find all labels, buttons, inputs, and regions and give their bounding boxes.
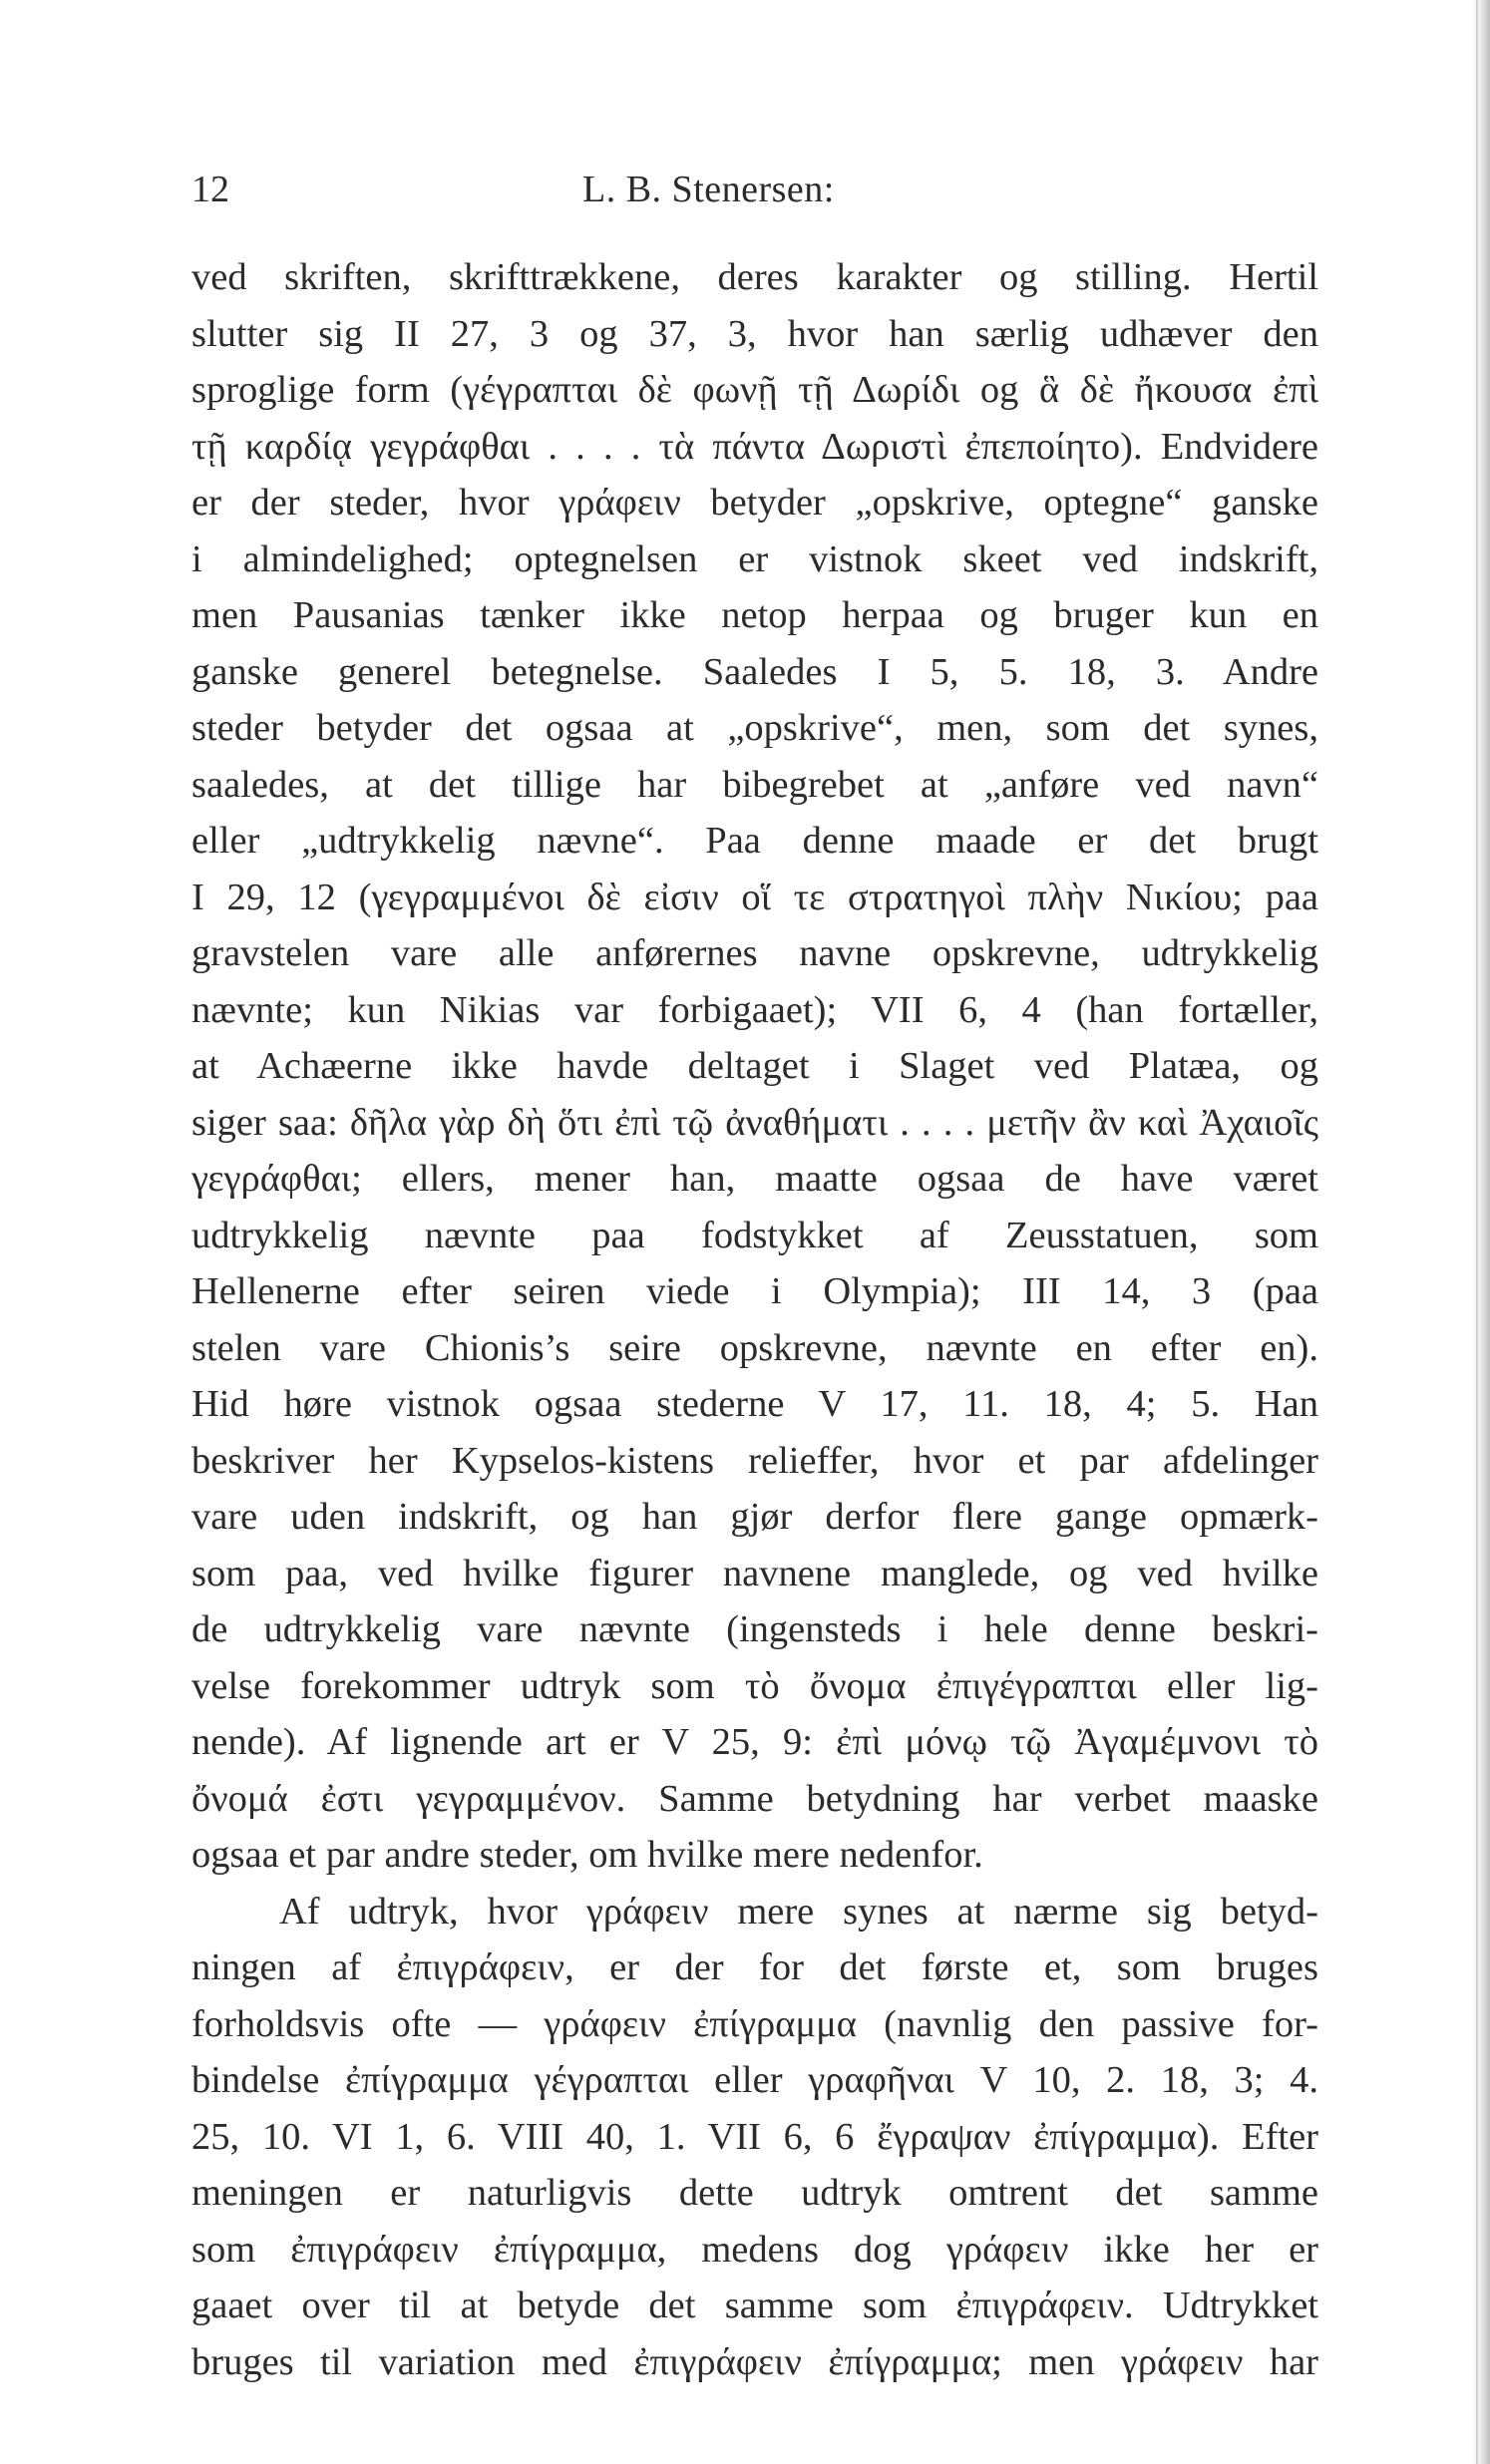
page-header — [191, 168, 1318, 217]
text-line: at Achæerne ikke havde deltaget i Slaget ved Platæa, og — [191, 1045, 1318, 1087]
text-line: ὄνομά ἐστι γεγραμμένον. Samme betydning har verbet maaske — [191, 1777, 1318, 1820]
text-line: bindelse ἐπίγραμμα γέγραπται eller γραφῆναι V 10, 2. 18, 3; 4. — [191, 2059, 1318, 2101]
text-line: stelen vare Chionis’s seire opskrevne, nævnte en efter en). — [191, 1326, 1318, 1369]
text-line: ningen af ἐπιγράφειν, er der for det første et, som bruges — [191, 1946, 1318, 1988]
text-line: gravstelen vare alle anførernes navne opskrevne, udtrykkelig — [191, 932, 1318, 974]
text-line: udtrykkelig nævnte paa fodstykket af Zeusstatuen, som — [191, 1214, 1318, 1256]
text-line: nende). Af lignende art er V 25, 9: ἐπὶ μόνῳ τῷ Ἀγαμέμνονι τὸ — [191, 1721, 1318, 1763]
page-number: 12 — [191, 169, 229, 210]
text-line: meningen er naturligvis dette udtryk omtrent det samme — [191, 2172, 1318, 2214]
text-line: Hid høre vistnok ogsaa stederne V 17, 11. 18, 4; 5. Han — [191, 1383, 1318, 1425]
text-line: beskriver her Kypselos-kistens relieffer, hvor et par afdelinger — [191, 1439, 1318, 1482]
body-text — [191, 249, 1318, 2390]
text-line: Hellenerne efter seiren viede i Olympia); III 14, 3 (paa — [191, 1270, 1318, 1312]
text-line: 25, 10. VI 1, 6. VIII 40, 1. VII 6, 6 ἔγραψαν ἐπίγραμμα). Efter — [191, 2115, 1318, 2158]
text-line: eller „udtrykkelig nævne“. Paa denne maade er det brugt — [191, 820, 1318, 862]
text-line: velse forekommer udtryk som τὸ ὄνομα ἐπιγέγραπται eller lig- — [191, 1664, 1318, 1707]
text-line: siger saa: δῆλα γὰρ δὴ ὅτι ἐπὶ τῷ ἀναθήματι . . . . μετῆν ἂν καὶ Ἀχαιοῖς — [191, 1101, 1318, 1144]
text-line: gaaet over til at betyde det samme som ἐπιγράφειν. Udtrykket — [191, 2285, 1318, 2326]
text-line: de udtrykkelig vare nævnte (ingensteds i hele denne beskri- — [191, 1608, 1318, 1650]
text-line: er der steder, hvor γράφειν betyder „opskrive, optegne“ ganske — [191, 482, 1318, 524]
text-line: sproglige form (γέγραπται δὲ φωνῇ τῇ Δωρίδι og ἃ δὲ ἤκουσα ἐπὶ — [191, 369, 1318, 411]
text-line: steder betyder det ogsaa at „opskrive“, men, som det synes, — [191, 707, 1318, 749]
text-line: som ἐπιγράφειν ἐπίγραμμα, medens dog γράφειν ikke her er — [191, 2228, 1318, 2271]
text-line: bruges til variation med ἐπιγράφειν ἐπίγραμμα; men γράφειν har — [191, 2340, 1318, 2383]
text-line: i almindelighed; optegnelsen er vistnok skeet ved indskrift, — [191, 537, 1318, 580]
text-line: nævnte; kun Nikias var forbigaaet); VII 6, 4 (han fortæller, — [191, 988, 1318, 1031]
text-line: forholdsvis ofte — γράφειν ἐπίγραμμα (navnlig den passive for- — [191, 2002, 1318, 2045]
text-line: saaledes, at det tillige har bibegrebet at „anføre ved navn“ — [191, 763, 1318, 806]
text-line: vare uden indskrift, og han gjør derfor flere gange opmærk- — [191, 1496, 1318, 1538]
page-edge-shadow — [1472, 0, 1490, 2464]
paragraph-start-line: Af udtryk, hvor γράφειν mere synes at nærme sig betyd- — [279, 1890, 1318, 1933]
text-line: slutter sig II 27, 3 og 37, 3, hvor han særlig udhæver den — [191, 312, 1318, 355]
text-line: som paa, ved hvilke figurer navnene manglede, og ved hvilke — [191, 1552, 1318, 1594]
text-line: τῇ καρδίᾳ γεγράφθαι . . . . τὰ πάντα Δωριστὶ ἐπεποίητο). Endvidere — [191, 425, 1318, 468]
running-head: L. B. Stenersen: — [582, 169, 835, 210]
paragraph-end-line: ogsaa et par andre steder, om hvilke mere nedenfor. — [191, 1834, 983, 1876]
text-line: men Pausanias tænker ikke netop herpaa og bruger kun en — [191, 594, 1318, 636]
text-line: I 29, 12 (γεγραμμένοι δὲ εἰσιν οἵ τε στρατηγοὶ πλὴν Νικίου; paa — [191, 876, 1318, 918]
text-line: ganske generel betegnelse. Saaledes I 5, 5. 18, 3. Andre — [191, 650, 1318, 693]
text-line: ved skriften, skrifttrækkene, deres karakter og stilling. Hertil — [191, 256, 1318, 298]
text-line: γεγράφθαι; ellers, mener han, maatte ogsaa de have været — [191, 1158, 1318, 1200]
